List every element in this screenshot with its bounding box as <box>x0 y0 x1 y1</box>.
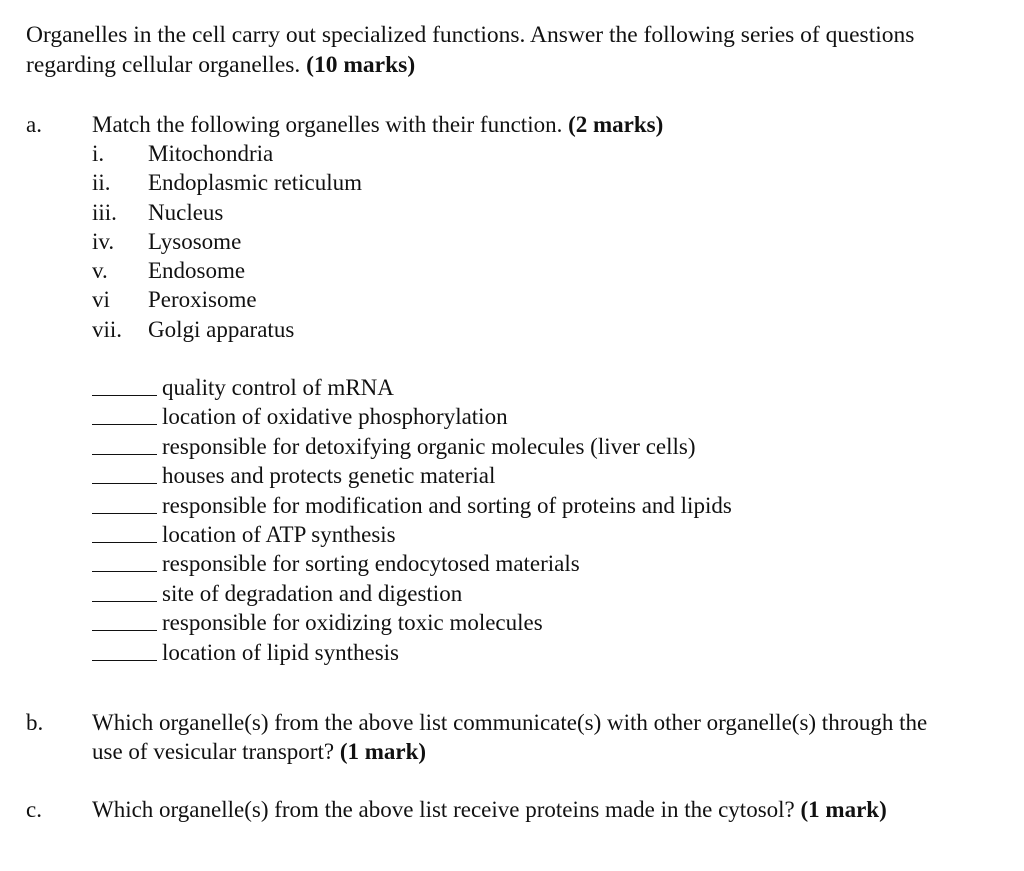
answer-blank[interactable] <box>92 513 157 514</box>
intro-text: Organelles in the cell carry out specialized functions. Answer the following series of questions regarding cellular organelles. <box>26 22 915 78</box>
question-c-letter: c. <box>26 797 42 822</box>
question-b-letter: b. <box>26 710 44 735</box>
organelle-number: i. <box>92 141 105 166</box>
question-a-marks: (2 marks) <box>568 112 664 137</box>
intro-marks: (10 marks) <box>306 52 416 78</box>
organelle-number: ii. <box>92 170 111 196</box>
organelle-number: iv. <box>92 228 115 254</box>
organelle-name: Endoplasmic reticulum <box>148 170 362 196</box>
function-text: quality control of mRNA <box>162 375 394 400</box>
question-c-marks: (1 mark) <box>800 797 887 822</box>
function-text: location of oxidative phosphorylation <box>162 404 508 430</box>
organelle-number: vi <box>92 287 110 313</box>
answer-blank[interactable] <box>92 483 157 484</box>
function-text: site of degradation and digestion <box>162 580 463 606</box>
organelle-name: Mitochondria <box>148 141 274 166</box>
function-text: responsible for oxidizing toxic molecules <box>162 610 543 636</box>
answer-blank[interactable] <box>92 571 157 572</box>
question-b-marks: (1 mark) <box>339 739 427 764</box>
question-a-text: Match the following organelles with their function. <box>92 112 563 137</box>
function-text: responsible for modification and sorting of proteins and lipids <box>162 492 732 518</box>
organelle-number: vii. <box>92 316 123 342</box>
organelle-number: v. <box>92 258 108 284</box>
function-text: responsible for detoxifying organic molecules (liver cells) <box>162 433 696 459</box>
answer-blank[interactable] <box>92 454 157 455</box>
answer-blank[interactable] <box>92 660 157 661</box>
organelle-name: Lysosome <box>148 228 242 254</box>
organelle-name: Endosome <box>148 258 246 284</box>
function-text: location of lipid synthesis <box>162 639 400 665</box>
question-b-text: Which organelle(s) from the above list communicate(s) with other organelle(s) through the use of vesicular transport? <box>92 710 928 764</box>
answer-blank[interactable] <box>92 424 157 425</box>
function-text: location of ATP synthesis <box>162 521 396 547</box>
organelle-name: Nucleus <box>148 199 224 225</box>
answer-blank[interactable] <box>92 630 157 631</box>
function-text: responsible for sorting endocytosed materials <box>162 551 580 577</box>
function-text: houses and protects genetic material <box>162 463 496 489</box>
organelle-name: Peroxisome <box>148 287 257 313</box>
organelle-number: iii. <box>92 199 117 225</box>
question-c-text: Which organelle(s) from the above list receive proteins made in the cytosol? <box>92 797 795 822</box>
question-a-prompt <box>92 110 952 139</box>
question-a-letter: a. <box>26 112 42 137</box>
question-b-prompt <box>92 708 952 766</box>
intro-paragraph <box>26 20 986 80</box>
organelle-name: Golgi apparatus <box>148 316 295 342</box>
answer-blank[interactable] <box>92 395 157 396</box>
answer-blank[interactable] <box>92 542 157 543</box>
answer-blank[interactable] <box>92 601 157 602</box>
question-c-prompt <box>92 795 892 824</box>
